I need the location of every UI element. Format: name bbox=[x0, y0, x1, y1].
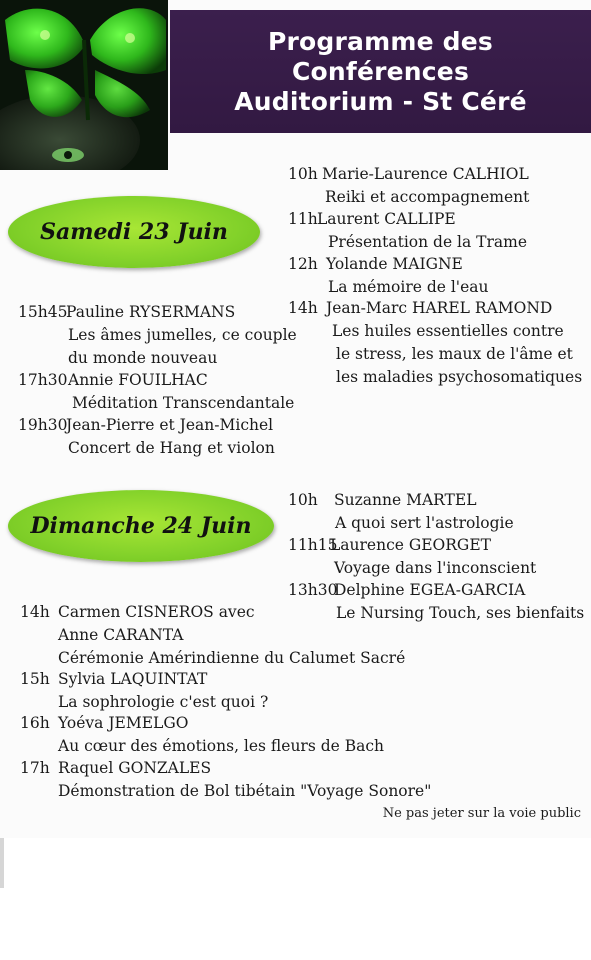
butterfly-artwork bbox=[0, 0, 168, 170]
entry-time: 16h bbox=[20, 714, 50, 732]
entry-topic: Reiki et accompagnement bbox=[325, 188, 530, 206]
title-line-3: Auditorium - St Céré bbox=[234, 87, 527, 116]
entry-speaker: Jean-Marc HAREL RAMOND bbox=[326, 299, 553, 317]
day-label-sunday: Dimanche 24 Juin bbox=[8, 490, 274, 562]
blank-area bbox=[0, 838, 591, 960]
entry-time: 14h bbox=[20, 603, 50, 621]
entry-topic: Cérémonie Amérindienne du Calumet Sacré bbox=[58, 649, 406, 667]
entry-topic: Les huiles essentielles contre bbox=[332, 322, 564, 340]
entry-topic: Concert de Hang et violon bbox=[68, 439, 275, 457]
entry-speaker: Marie-Laurence CALHIOL bbox=[322, 165, 529, 183]
entry-topic: Voyage dans l'inconscient bbox=[334, 559, 537, 577]
entry-time: 10h bbox=[288, 491, 318, 509]
entry-topic: Anne CARANTA bbox=[58, 626, 184, 644]
entry-time: 15h bbox=[20, 670, 50, 688]
entry-time: 11h15 bbox=[288, 536, 338, 554]
title-line-1: Programme des bbox=[267, 27, 493, 56]
entry-speaker: Yolande MAIGNE bbox=[326, 255, 463, 273]
entry-time: 13h30 bbox=[288, 581, 338, 599]
entry-speaker: Laurent CALLIPE bbox=[317, 210, 456, 228]
entry-time: 17h bbox=[20, 759, 50, 777]
entry-time: 15h45 bbox=[18, 303, 68, 321]
entry-speaker: Raquel GONZALES bbox=[58, 759, 212, 777]
page-edge bbox=[0, 838, 4, 888]
entry-speaker: Sylvia LAQUINTAT bbox=[58, 670, 208, 688]
entry-time: 12h bbox=[288, 255, 318, 273]
entry-topic: Méditation Transcendantale bbox=[72, 394, 295, 412]
entry-time: 17h30 bbox=[18, 371, 68, 389]
entry-time: 11h bbox=[288, 210, 318, 228]
entry-topic: Les âmes jumelles, ce couple bbox=[68, 326, 297, 344]
entry-topic: les maladies psychosomatiques bbox=[336, 368, 583, 386]
entry-topic: Présentation de la Trame bbox=[328, 233, 528, 251]
title-line-2: Conférences bbox=[291, 57, 470, 86]
entry-speaker: Annie FOUILHAC bbox=[68, 371, 208, 389]
entry-speaker: Delphine EGEA-GARCIA bbox=[334, 581, 526, 599]
entry-speaker: Suzanne MARTEL bbox=[334, 491, 477, 509]
footer-note: Ne pas jeter sur la voie public bbox=[382, 806, 581, 821]
entry-topic: Au cœur des émotions, les fleurs de Bach bbox=[58, 737, 385, 755]
entry-speaker: Carmen CISNEROS avec bbox=[58, 603, 255, 621]
entry-speaker: Laurence GEORGET bbox=[330, 536, 491, 554]
entry-topic: A quoi sert l'astrologie bbox=[335, 514, 514, 532]
entry-speaker: Yoéva JEMELGO bbox=[58, 714, 189, 732]
title-banner bbox=[170, 10, 591, 133]
entry-time: 10h bbox=[288, 165, 318, 183]
entry-speaker: Pauline RYSERMANS bbox=[66, 303, 236, 321]
entry-time: 14h bbox=[288, 299, 318, 317]
entry-topic: Le Nursing Touch, ses bienfaits bbox=[336, 604, 585, 622]
entry-topic: du monde nouveau bbox=[68, 349, 218, 367]
entry-topic: Démonstration de Bol tibétain "Voyage Sonore" bbox=[58, 782, 432, 800]
entry-topic: La sophrologie c'est quoi ? bbox=[58, 693, 269, 711]
entry-time: 19h30 bbox=[18, 416, 68, 434]
entry-topic: La mémoire de l'eau bbox=[328, 278, 489, 296]
entry-topic: le stress, les maux de l'âme et bbox=[336, 345, 573, 363]
entry-speaker: Jean-Pierre et Jean-Michel bbox=[66, 416, 274, 434]
day-label-saturday: Samedi 23 Juin bbox=[8, 196, 260, 268]
